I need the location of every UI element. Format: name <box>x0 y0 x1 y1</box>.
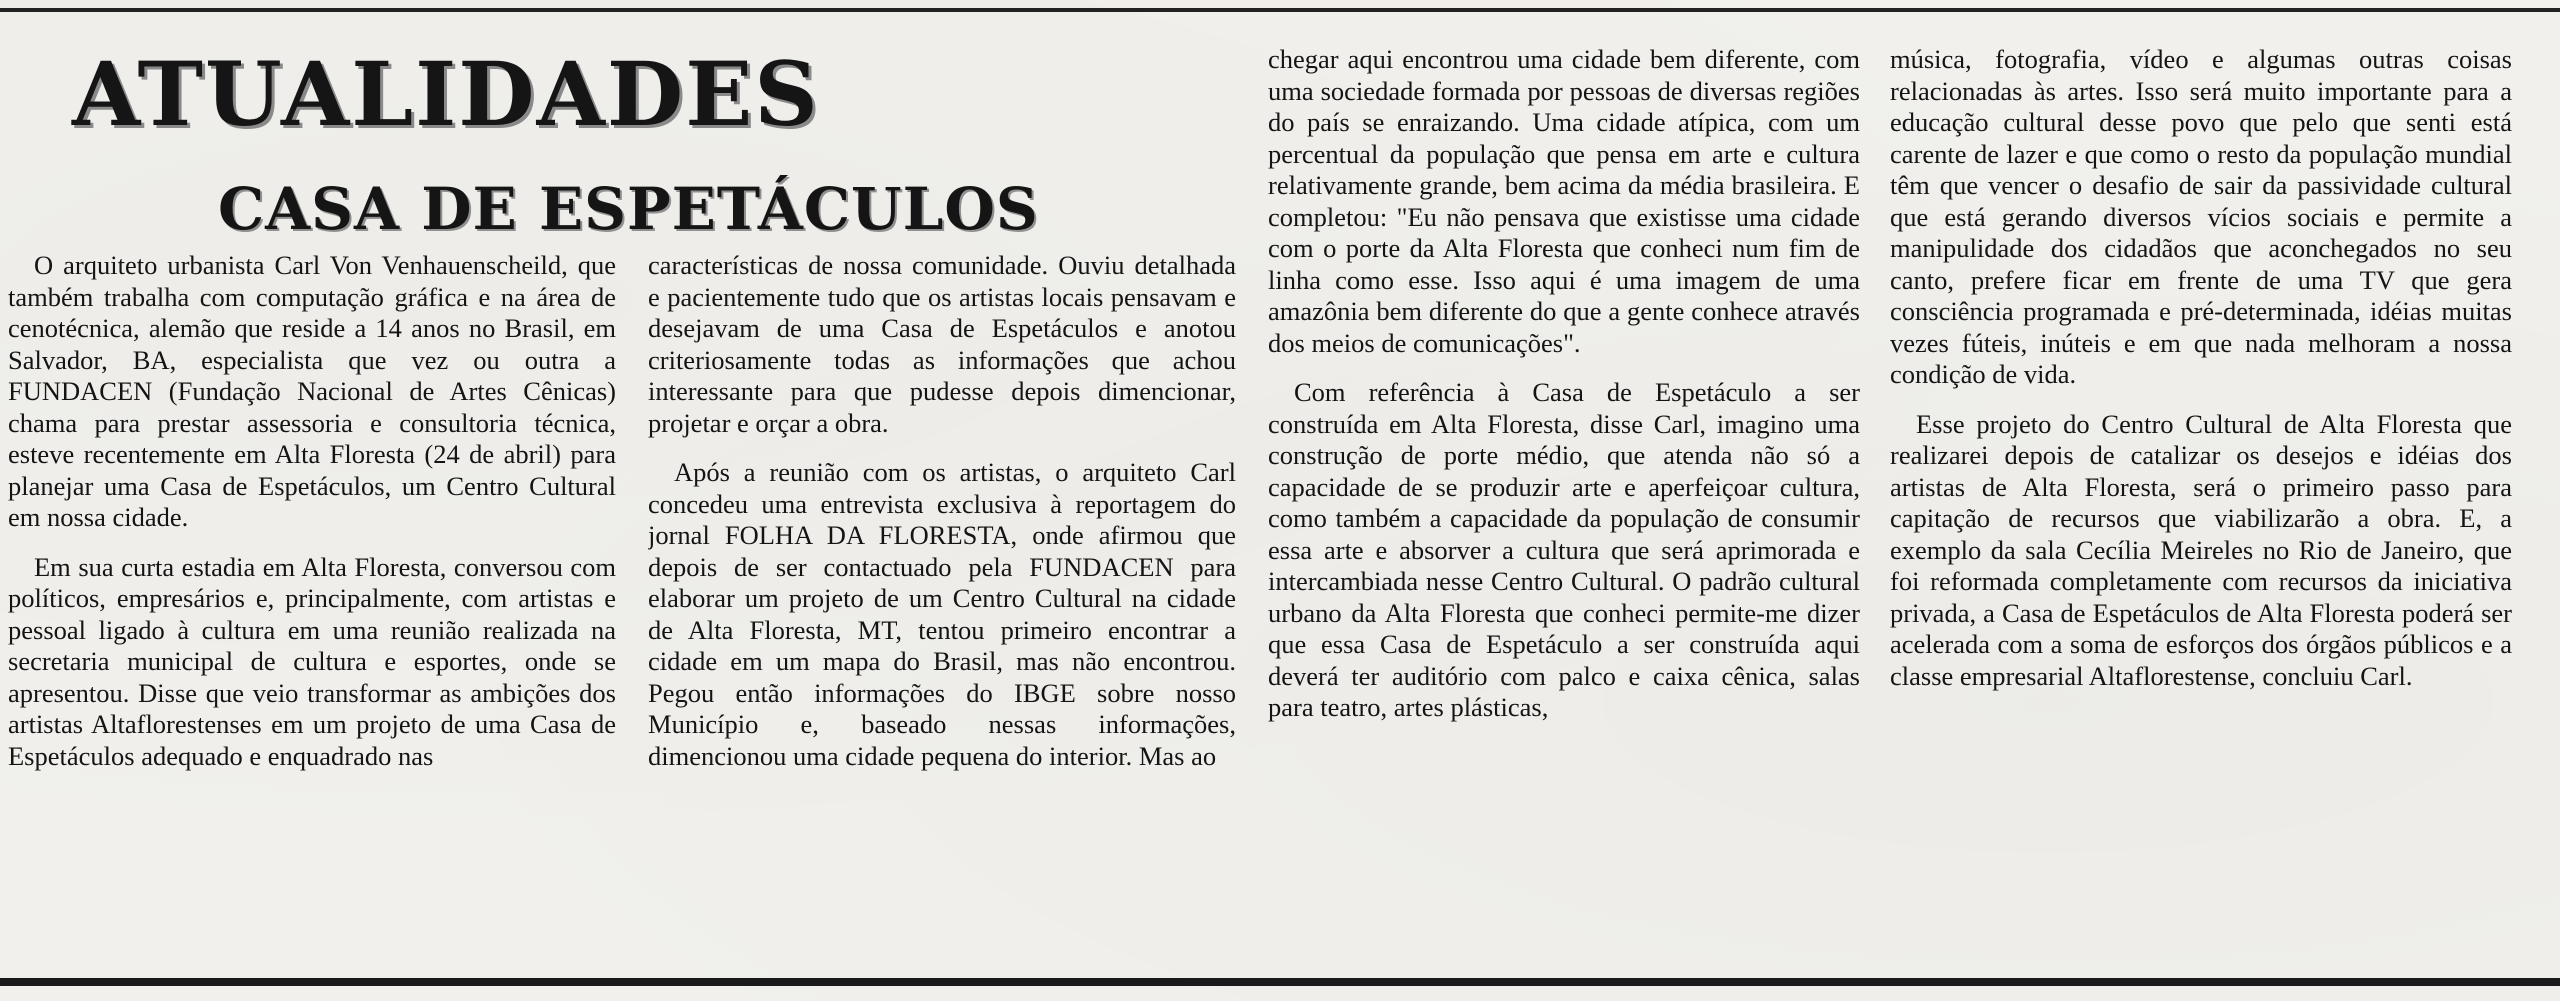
article-headline: CASA DE ESPETÁCULOS <box>218 175 1039 243</box>
article-column-1 <box>8 250 616 962</box>
article-column-3 <box>1268 44 1860 962</box>
article-paragraph: O arquiteto urbanista Carl Von Venhauenscheild, que também trabalha com computação gráfica e na área de cenotécnica, alemão que reside a 14 anos no Brasil, em Salvador, BA, especialista que vez ou outra a FUNDACEN (Fundação Nacional de Artes Cênicas) chama para prestar assessoria e consultoria técnica, esteve recentemente em Alta Floresta (24 de abril) para planejar uma Casa de Espetáculos, um Centro Cultural em nossa cidade. <box>8 250 616 532</box>
article-paragraph: música, fotografia, vídeo e algumas outras coisas relacionadas às artes. Isso será muito importante para a educação cultural desse povo que pelo que senti está carente de lazer e que como o resto da população mundial têm que vencer o desafio de sair da passividade cultural que está gerando diversos vícios sociais e permite a manipulidade dos cidadãos que aconchegados no seu canto, prefere ficar em frente de uma TV que gera consciência programada e pré-determinada, idéias muitas vezes fúteis, inúteis e em que nada melhoram a nossa condição de vida. <box>1890 44 2512 389</box>
article-column-4 <box>1890 44 2512 962</box>
article-paragraph: chegar aqui encontrou uma cidade bem diferente, com uma sociedade formada por pessoas de diversas regiões do país se enraizando. Uma cidade atípica, com um percentual da população que pensa em arte e cultura relativamente grande, bem acima da média brasileira. E completou: "Eu não pensava que existisse uma cidade com o porte da Alta Floresta que conheci num fim de linha como esse. Isso aqui é uma imagem de uma amazônia bem diferente do que a gente conhece através dos meios de comunicações". <box>1268 44 1860 358</box>
top-rule <box>0 8 2560 12</box>
article-paragraph: Após a reunião com os artistas, o arquiteto Carl concedeu uma entrevista exclusiva à reportagem do jornal FOLHA DA FLORESTA, onde afirmou que depois de ser contactuado pela FUNDACEN para elaborar um projeto de um Centro Cultural na cidade de Alta Floresta, MT, tentou primeiro encontrar a cidade em um mapa do Brasil, mas não encontrou. Pegou então informações do IBGE sobre nosso Município e, baseado nessas informações, dimencionou uma cidade pequena do interior. Mas ao <box>648 457 1236 771</box>
article-paragraph: características de nossa comunidade. Ouviu detalhada e pacientemente tudo que os artistas locais pensavam e desejavam de uma Casa de Espetáculos e anotou criteriosamente todas as informações que achou interessante para que pudesse depois dimencionar, projetar e orçar a obra. <box>648 250 1236 438</box>
article-column-2 <box>648 250 1236 962</box>
bottom-rule <box>0 978 2560 986</box>
section-title: ATUALIDADES <box>72 42 820 146</box>
article-paragraph: Com referência à Casa de Espetáculo a ser construída em Alta Floresta, disse Carl, imagino uma construção de porte médio, que atenda não só a capacidade de se produzir arte e aperfeiçoar cultura, como também a capacidade da população de consumir essa arte e absorver a cultura que será aprimorada e intercambiada nesse Centro Cultural. O padrão cultural urbano da Alta Floresta que conheci permite-me dizer que essa Casa de Espetáculo a ser construída aqui deverá ter auditório com palco e caixa cênica, salas para teatro, artes plásticas, <box>1268 377 1860 722</box>
article-paragraph: Esse projeto do Centro Cultural de Alta Floresta que realizarei depois de catalizar os desejos e idéias dos artistas de Alta Floresta, será o primeiro passo para capitação de recursos que viabilizarão a obra. E, a exemplo da sala Cecília Meireles no Rio de Janeiro, que foi reformada completamente com recursos da iniciativa privada, a Casa de Espetáculos de Alta Floresta poderá ser acelerada com a soma de esforços dos órgãos públicos e a classe empresarial Altaflorestense, concluiu Carl. <box>1890 408 2512 691</box>
article-paragraph: Em sua curta estadia em Alta Floresta, conversou com políticos, empresários e, principalmente, com artistas e pessoal ligado à cultura em uma reunião realizada na secretaria municipal de cultura e esportes, onde se apresentou. Disse que veio transformar as ambições dos artistas Altaflorestenses em um projeto de uma Casa de Espetáculos adequado e enquadrado nas <box>8 551 616 771</box>
